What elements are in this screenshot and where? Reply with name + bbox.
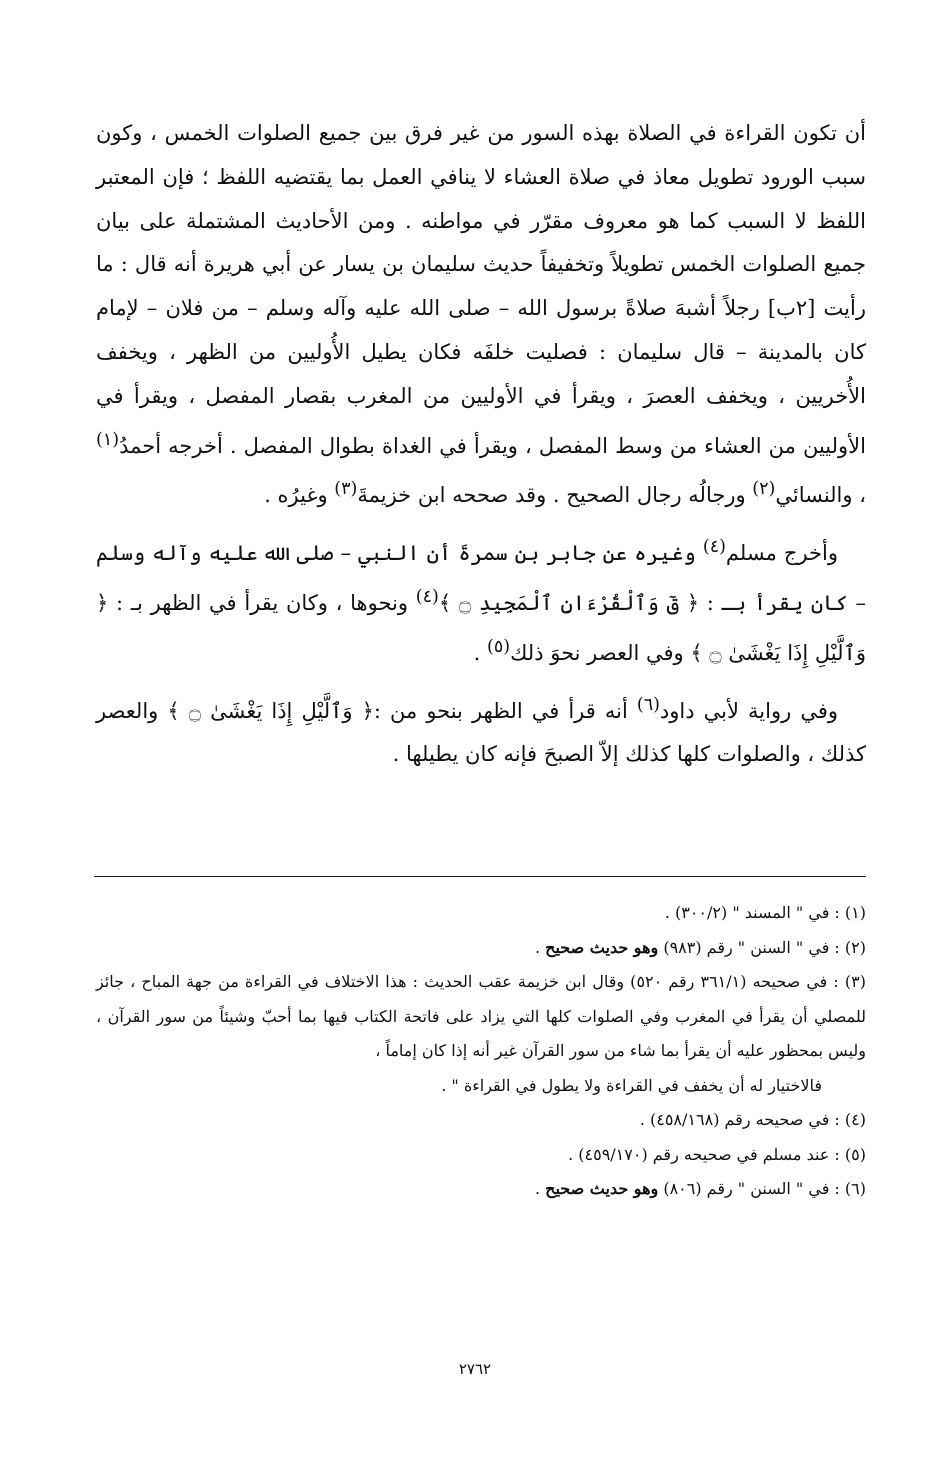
footnote-ref-6: (٦)	[636, 694, 660, 715]
footnote-ref-2: (٢)	[752, 479, 776, 500]
footnote-6	[96, 1172, 866, 1207]
paragraph-1	[96, 112, 866, 518]
footnote-3: (٣) : في صحيحه (٣٦١/١ رقم ٥٢٠) وقال ابن خزيمة عقب الحديث : هذا الاختلاف في القراءة من جهة المباح ، جائز للمصلي أن يقرأ في المغرب وفي الصلوات كلها التي يزاد على فاتحة الكتاب فيها بما أحبّ وشيئاً من سور القرآن ، وليس بمحظور عليه أن يقرأ بما شاء من سور القرآن غير أنه إذا كان إماماً ،	[96, 972, 867, 1060]
paragraph-1-text-c: ورجالُه رجال الصحيح . وقد صححه ابن خزيمةَ	[357, 483, 753, 508]
footnote-2	[96, 931, 866, 966]
paragraph-1-text-d: وغيرُه .	[264, 483, 335, 508]
footnote-6-text: (٦) : في " السنن " رقم (٨٠٦)	[658, 1179, 866, 1198]
footnote-separator	[94, 876, 866, 877]
paragraph-1-text-b: ، والنسائي	[775, 483, 866, 508]
footnote-2-end: .	[534, 937, 546, 957]
paragraph-2-text-c: ونحوها ، وكان يقرأ في الظهر بـ : ﴿ وَٱلَّيْلِ إِذَا يَغْشَىٰ ۝ ﴾ وفي العصر نحوَ ذلك	[96, 590, 866, 665]
footnote-ref-5: (٥)	[487, 636, 511, 657]
footnote-ref-3: (٣)	[334, 479, 358, 500]
paragraph-2-text: وأخرج مسلم	[725, 541, 838, 566]
footnote-ref-4b: (٤)	[415, 586, 439, 607]
paragraph-3-text-b: أنه قرأ في الظهر بنحو من :﴿ وَٱلَّيْلِ إِذَا يَغْشَىٰ ۝ ﴾ والعصر كذلك ، والصلوات كلها كذلك إلاّ الصبحَ فإنه كان يطيلها .	[96, 698, 866, 767]
paragraph-3	[96, 684, 866, 778]
footnote-2-text: (٢) : في " السنن " رقم (٩٨٣)	[658, 937, 866, 957]
footnotes	[96, 896, 866, 1207]
footnote-ref-1: (١)	[96, 429, 120, 450]
paragraph-1-text: أن تكون القراءة في الصلاة بهذه السور من غير فرق بين جميع الصلوات الخمس ، وكون سبب الورود تطويل معاذ في صلاة العشاء لا ينافي العمل بما يقتضيه اللفظ ؛ فإن المعتبر اللفظ لا السبب كما هو معروف مقرّر في مواطنه . ومن الأحاديث المشتملة على بيان جميع الصلوات الخمس تطويلاً وتخفيفاً حديث سليمان بن يسار عن أبي هريرة أنه قال : ما رأيت [٢ب] رجلاً أشبهَ صلاةً برسول الله – صلى الله عليه وآله وسلم – من فلان – لإمام كان بالمدينة – قال سليمان : فصليت خلفَه فكان يطيل الأُوليين من الظهر ، ويخفف الأُخريين ، ويخفف العصرَ ، ويقرأ في الأوليين من المغرب بقصار المفصل ، ويقرأ في الأوليين من العشاء من وسط المفصل ، ويقرأ في الغداة بطوال المفصل . أخرجه أحمدُ	[96, 121, 867, 458]
main-text	[96, 112, 866, 777]
footnote-5: (٥) : عند مسلم في صحيحه رقم (٤٥٩/١٧٠) .	[568, 1144, 866, 1164]
paragraph-2-text-d: .	[473, 640, 488, 665]
paragraph-2	[96, 526, 866, 675]
footnote-4: (٤) : في صحيحه رقم (٤٥٨/١٦٨) .	[639, 1110, 866, 1129]
page-number: ٢٧٦٢	[458, 1360, 492, 1378]
footnote-3-continuation: فالاختيار له أن يخفف في القراءة ولا يطول في القراءة " .	[441, 1075, 822, 1095]
footnote-6-grade: وهو حديث صحيح	[545, 1179, 659, 1198]
paragraph-2-text-b: وغيره عن جابر بن سمرةَ أن النبي – صلى الله عليه وآله وسلم – كان يقرأ بـ : ﴿ قٓ وَٱلْقُرْءَانِ ٱلْمَجِيدِ ۝ ﴾	[96, 541, 866, 615]
paragraph-3-text: وفي رواية لأبي داود	[659, 698, 838, 723]
footnote-ref-4: (٤)	[702, 537, 726, 558]
footnote-2-grade: وهو حديث صحيح	[545, 937, 659, 957]
footnote-1: (١) : في " المسند " (٣٠٠/٢) .	[664, 903, 866, 922]
footnote-6-end: .	[534, 1179, 546, 1198]
